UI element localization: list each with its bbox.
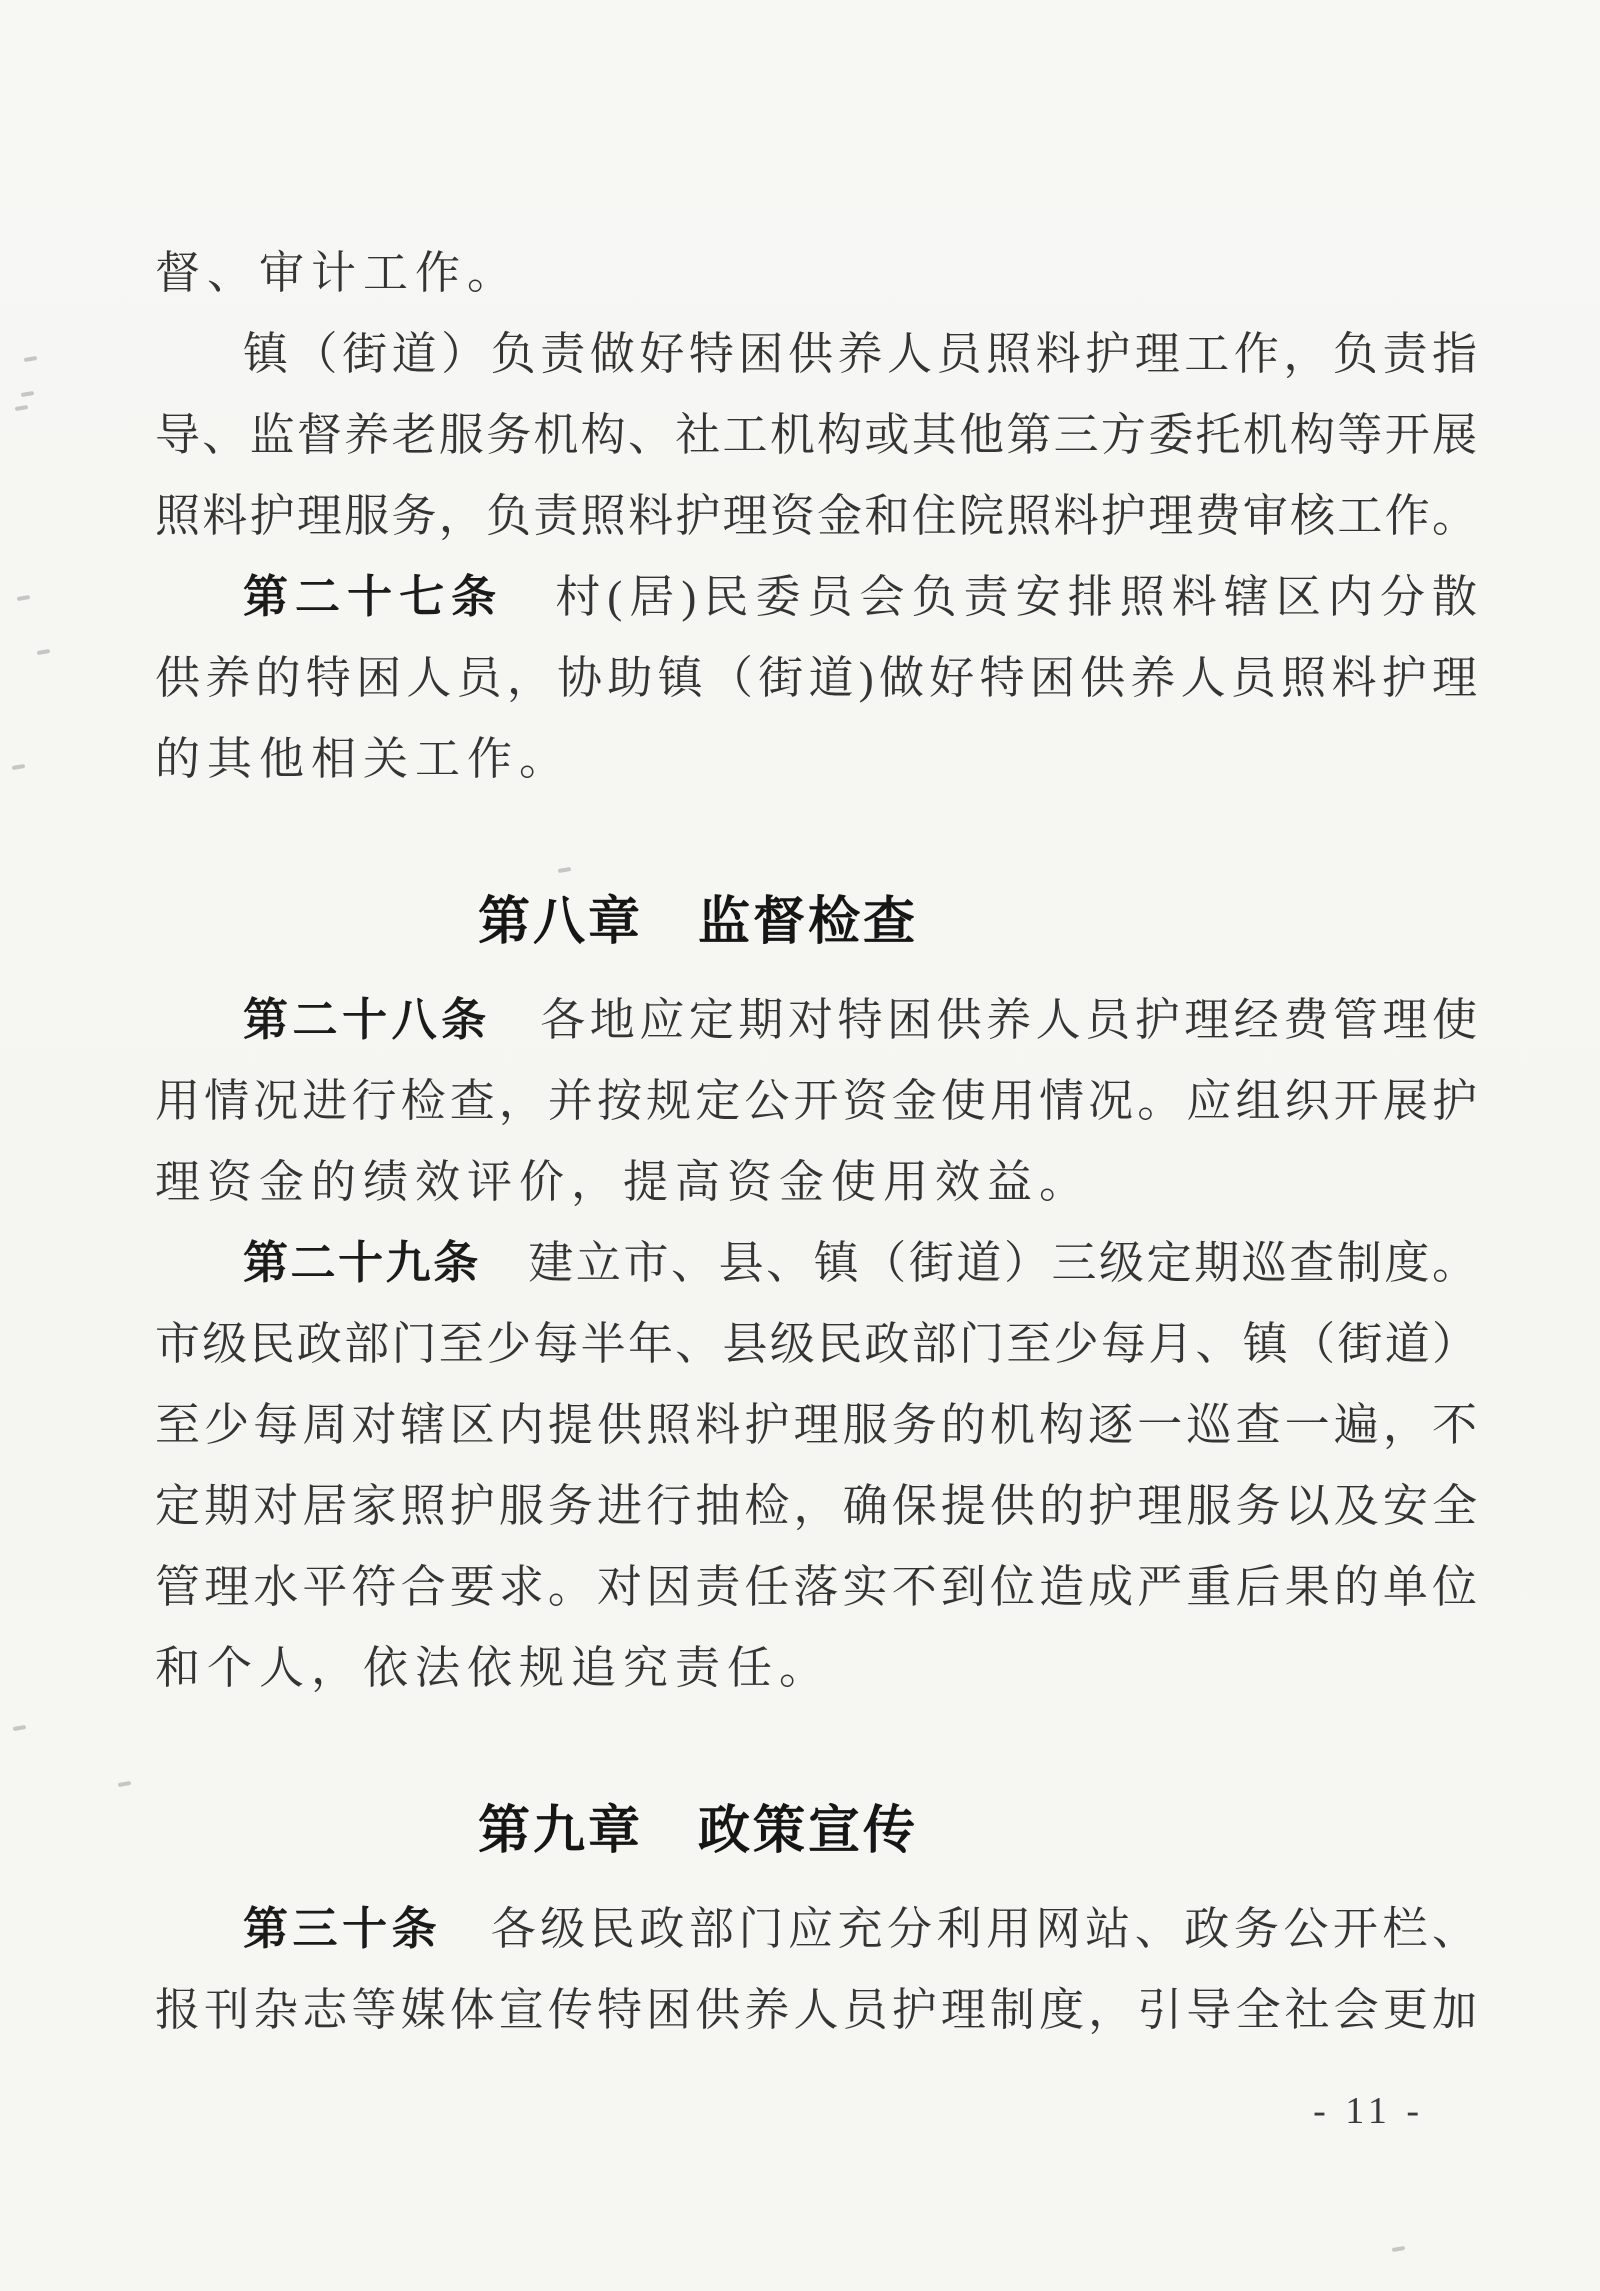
text-line: 督、审计工作。 [155, 248, 520, 298]
text-line: 第二十八条 各地应定期对特困供养人员护理经费管理使 [243, 995, 1477, 1045]
text-line: 至少每周对辖区内提供照料护理服务的机构逐一巡查一遍，不 [155, 1400, 1477, 1450]
text-line: 供养的特困人员，协助镇（街道)做好特困供养人员照料护理 [155, 653, 1477, 703]
text-line: 报刊杂志等媒体宣传特困供养人员护理制度，引导全社会更加 [155, 1985, 1477, 2035]
text-line: 用情况进行检查，并按规定公开资金使用情况。应组织开展护 [155, 1076, 1477, 1126]
document-body [155, 233, 1477, 2051]
article-number: 第二十七条 [243, 572, 504, 622]
article-number: 第二十九条 [243, 1238, 481, 1288]
scan-speck [13, 1725, 26, 1731]
scan-speck [12, 764, 25, 770]
scan-speck [1392, 2246, 1405, 2252]
text-line: 管理水平符合要求。对因责任落实不到位造成严重后果的单位 [155, 1562, 1477, 1612]
text-line: 理资金的绩效评价，提高资金使用效益。 [155, 1157, 1092, 1207]
scan-speck [37, 649, 50, 655]
scan-speck [24, 356, 37, 362]
chapter-heading: 第八章 监督检查 [477, 894, 918, 951]
text-line: 照料护理服务，负责照料护理资金和住院照料护理费审核工作。 [155, 491, 1477, 541]
text-line: 和个人，依法依规追究责任。 [155, 1643, 832, 1693]
text-line: 导、监督养老服务机构、社工机构或其他第三方委托机构等开展 [155, 410, 1477, 460]
text-line: 定期对居家照护服务进行抽检，确保提供的护理服务以及安全 [155, 1481, 1477, 1531]
text-line: 第二十九条 建立市、县、镇（街道）三级定期巡查制度。 [243, 1238, 1477, 1288]
text-line: 市级民政部门至少每半年、县级民政部门至少每月、镇（街道） [155, 1319, 1477, 1369]
scan-speck [17, 595, 30, 601]
text-line: 第三十条 各级民政部门应充分利用网站、政务公开栏、 [243, 1904, 1477, 1954]
scan-speck [118, 1781, 131, 1787]
text-line: 的其他相关工作。 [155, 734, 572, 784]
article-number: 第二十八条 [243, 995, 491, 1045]
text-line: 第二十七条 村(居)民委员会负责安排照料辖区内分散 [243, 572, 1477, 622]
page-number: - 11 - [1313, 2090, 1424, 2132]
scan-speck [21, 391, 34, 397]
text-line: 镇（街道）负责做好特困供养人员照料护理工作，负责指 [243, 329, 1477, 379]
article-number: 第三十条 [243, 1904, 442, 1954]
scan-speck [15, 405, 28, 411]
chapter-heading: 第九章 政策宣传 [477, 1803, 918, 1860]
